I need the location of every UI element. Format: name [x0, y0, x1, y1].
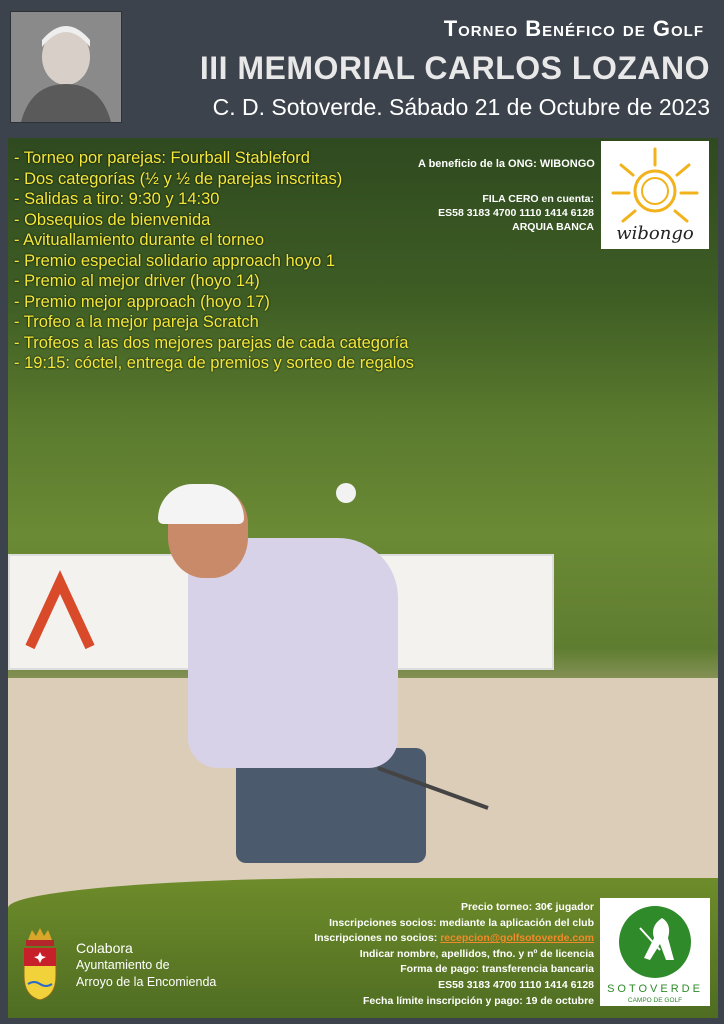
wibongo-logo-text: wibongo: [616, 223, 694, 244]
email-link[interactable]: recepcion@golfsotoverde.com: [440, 932, 594, 945]
sun-icon: [601, 141, 709, 249]
golf-club-icon: [368, 758, 508, 818]
list-item: - Salidas a tiro: 9:30 y 14:30: [14, 190, 220, 208]
event-date-venue: C. D. Sotoverde. Sábado 21 de Octubre de 2023: [212, 94, 710, 120]
list-item: - Obsequios de bienvenida: [14, 210, 211, 229]
list-item: - 19:15: cóctel, entrega de premios y sorteo de regalos: [14, 354, 414, 372]
list-item: - Premio especial solidario approach hoyo 1: [14, 251, 336, 270]
members-registration-text: Inscripciones socios: mediante la aplicación del club: [329, 916, 594, 929]
header: [0, 0, 724, 136]
list-item: - Trofeos a las dos mejores parejas de cada categoría: [14, 333, 409, 352]
portrait-photo: [10, 11, 122, 123]
golfer-cap: [158, 484, 244, 524]
sponsor-block: [76, 940, 216, 991]
sponsor-label: Colabora: [76, 940, 133, 956]
board-logo-icon: [20, 562, 120, 662]
charity-beneficiary: A beneficio de la ONG: WIBONGO: [418, 158, 595, 170]
charity-iban: ES58 3183 4700 1110 1414 6128: [438, 207, 594, 219]
golf-ball: [336, 483, 356, 503]
registration-info: [314, 900, 594, 1009]
event-title: III MEMORIAL CARLOS LOZANO: [199, 50, 710, 86]
list-item: - Torneo por parejas: Fourball Stableford: [14, 149, 310, 167]
event-details-list: [14, 148, 414, 374]
event-type: Torneo Benéfico de Golf: [443, 16, 704, 41]
charity-account: [438, 192, 594, 234]
portrait-icon: [11, 12, 121, 122]
list-item: - Premio mejor approach (hoyo 17): [14, 292, 270, 311]
registration-iban: ES58 3183 4700 1110 1414 6128: [438, 978, 594, 991]
fila-cero-label: FILA CERO en cuenta:: [482, 193, 594, 205]
payment-method-text: Forma de pago: transferencia bancaria: [400, 963, 594, 976]
list-item: - Dos categorías (½ y ½ de parejas inscritas): [14, 169, 343, 188]
deadline-text: Fecha límite inscripción y pago: 19 de octubre: [362, 994, 594, 1007]
sotoverde-logo: [600, 898, 710, 1006]
list-item: - Premio al mejor driver (hoyo 14): [14, 272, 260, 290]
non-members-label: Inscripciones no socios:: [314, 932, 441, 945]
club-name-text: SOTOVERDE: [607, 983, 703, 995]
coat-of-arms-icon: [20, 926, 60, 1002]
required-info-text: Indicar nombre, apellidos, tfno. y nº de licencia: [359, 947, 594, 960]
club-sub-text: CAMPO DE GOLF: [627, 997, 683, 1004]
list-item: - Avituallamiento durante el torneo: [14, 231, 265, 249]
price-text: Precio torneo: 30€ jugador: [460, 901, 594, 913]
list-item: - Trofeo a la mejor pareja Scratch: [14, 313, 259, 331]
golfer-silhouette-icon: [600, 898, 710, 1006]
wibongo-logo: [601, 141, 709, 249]
sponsor-org-line2: Arroyo de la Encomienda: [76, 975, 217, 989]
non-members-registration: [314, 931, 594, 947]
charity-bank: ARQUIA BANCA: [512, 221, 594, 233]
sponsor-org-line1: Ayuntamiento de: [76, 958, 170, 972]
